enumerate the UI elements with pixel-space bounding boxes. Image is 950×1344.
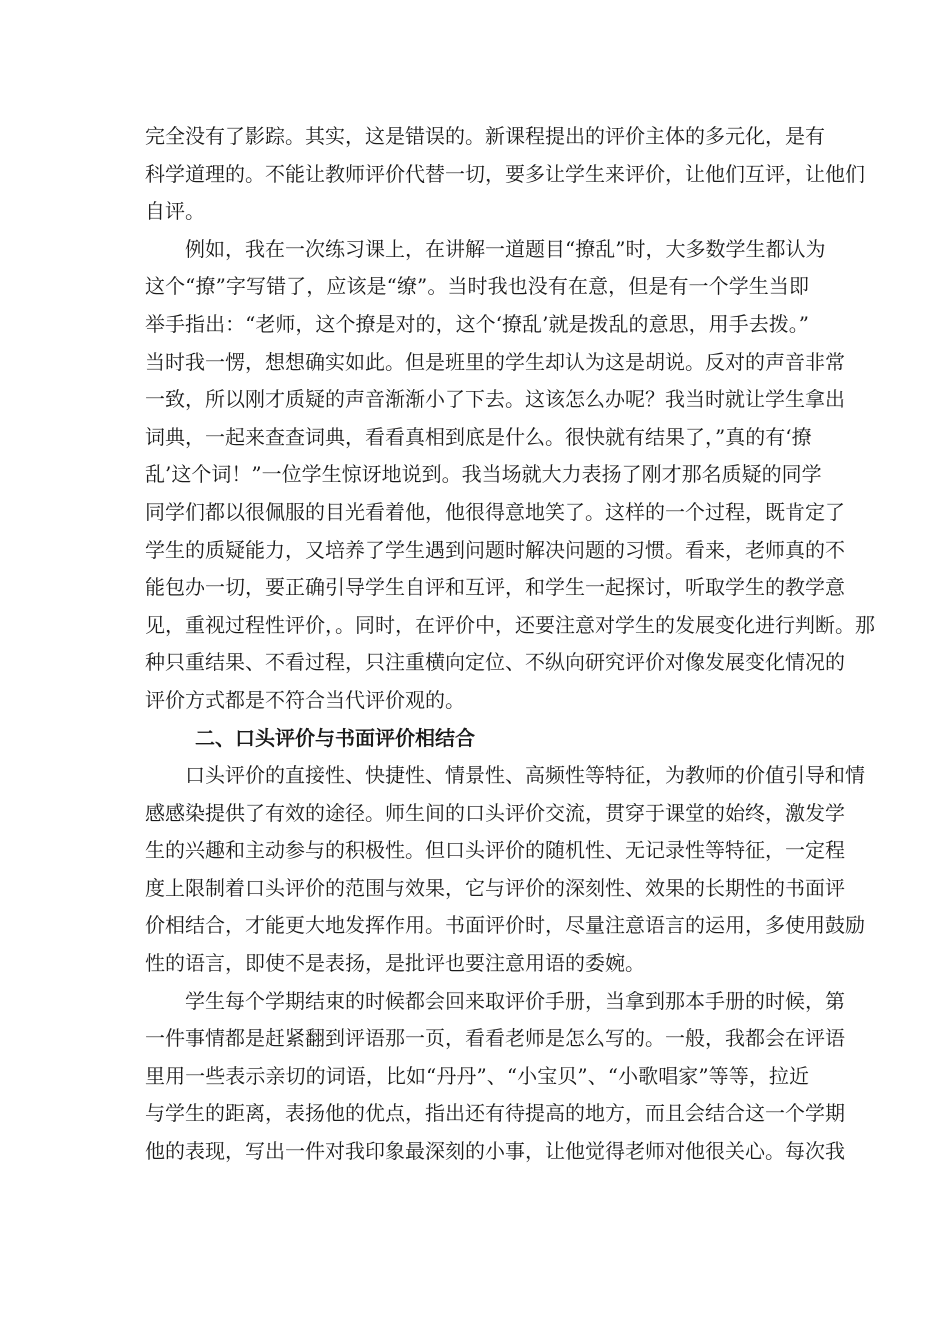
text-line: 与学生的距离，表扬他的优点，指出还有待提高的地方，而且会结合这一个学期 xyxy=(145,1101,845,1126)
paragraph xyxy=(145,757,865,983)
text-line: 这个“撩”字写错了，应该是“缭”。当时我也没有在意，但是有一个学生当即 xyxy=(145,274,809,299)
text-line: 能包办一切，要正确引导学生自评和互评，和学生一起探讨，听取学生的教学意 xyxy=(145,575,845,600)
text-line: 自评。 xyxy=(145,199,205,224)
text-line: 同学们都以很佩服的目光看着他，他很得意地笑了。这样的一个过程，既肯定了 xyxy=(145,499,845,524)
text-line: 见，重视过程性评价，。同时，在评价中，还要注意对学生的发展变化进行判断。那 xyxy=(145,612,875,637)
text-line: 价相结合，才能更大地发挥作用。书面评价时，尽量注意语言的运用，多使用鼓励 xyxy=(145,913,865,938)
text-line: 词典，一起来查查词典，看看真相到底是什么。很快就有结果了，”真的有‘撩 xyxy=(145,424,812,449)
text-line: 学生的质疑能力，又培养了学生遇到问题时解决问题的习惯。看来，老师真的不 xyxy=(145,537,845,562)
text-line: 他的表现，写出一件对我印象最深刻的小事，让他觉得老师对他很关心。每次我 xyxy=(145,1139,845,1164)
text-line: 口头评价的直接性、快捷性、情景性、高频性等特征，为教师的价值引导和情 xyxy=(185,763,865,788)
text-line: 一致，所以刚才质疑的声音渐渐小了下去。这该怎么办呢？我当时就让学生拿出 xyxy=(145,387,845,412)
text-line: 感感染提供了有效的途径。师生间的口头评价交流，贯穿于课堂的始终，激发学 xyxy=(145,800,845,825)
text-line: 当时我一愣，想想确实如此。但是班里的学生却认为这是胡说。反对的声音非常 xyxy=(145,349,845,374)
text-line: 学生每个学期结束的时候都会回来取评价手册，当拿到那本手册的时候，第 xyxy=(185,988,845,1013)
text-line: 种只重结果、不看过程，只注重横向定位、不纵向研究评价对像发展变化情况的 xyxy=(145,650,845,675)
text-line: 乱’这个词！”一位学生惊讶地说到。我当场就大力表扬了刚才那名质疑的同学 xyxy=(145,462,822,487)
document-page xyxy=(145,118,875,1171)
text-line: 例如，我在一次练习课上，在讲解一道题目“撩乱”时，大多数学生都认为 xyxy=(185,236,826,261)
text-line: 科学道理的。不能让教师评价代替一切，要多让学生来评价，让他们互评，让他们 xyxy=(145,161,865,186)
paragraph xyxy=(145,118,865,231)
paragraph xyxy=(145,231,875,720)
paragraph xyxy=(145,983,845,1171)
text-line: 举手指出：“老师，这个撩是对的，这个‘撩乱’就是拨乱的意思，用手去拨。” xyxy=(145,311,809,336)
text-line: 性的语言，即使不是表扬，是批评也要注意用语的委婉。 xyxy=(145,951,645,976)
text-line: 生的兴趣和主动参与的积极性。但口头评价的随机性、无记录性等特征，一定程 xyxy=(145,838,845,863)
text-line: 度上限制着口头评价的范围与效果，它与评价的深刻性、效果的长期性的书面评 xyxy=(145,875,845,900)
text-line: 一件事情都是赶紧翻到评语那一页，看看老师是怎么写的。一般，我都会在评语 xyxy=(145,1026,845,1051)
text-line: 评价方式都是不符合当代评价观的。 xyxy=(145,687,465,712)
text-line: 完全没有了影踪。其实，这是错误的。新课程提出的评价主体的多元化，是有 xyxy=(145,124,825,148)
section-heading: 二、口头评价与书面评价相结合 xyxy=(195,725,475,750)
text-line: 里用一些表示亲切的词语，比如“丹丹”、“小宝贝”、“小歌唱家”等等，拉近 xyxy=(145,1063,809,1088)
